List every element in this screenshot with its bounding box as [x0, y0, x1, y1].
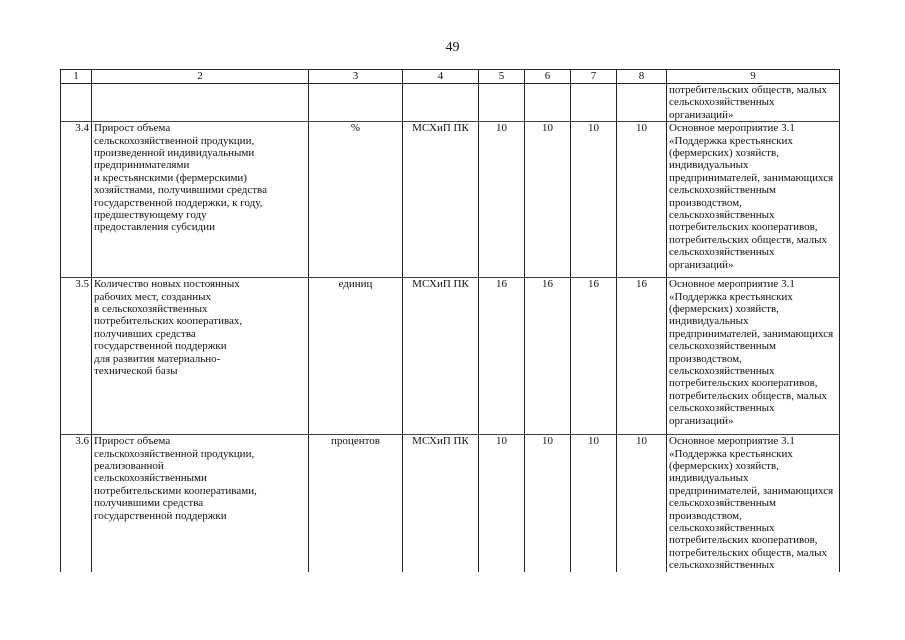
cell-measure: Основное мероприятие 3.1 «Поддержка крестьянских (фермерских) хозяйств, индивидуальных предпринимателей, занимающихся сельскохозяйственным производством, сельскохозяйственных потребительских кооперативов, потребительских обществ, малых сельскохозяйственных организаций»	[667, 122, 840, 278]
cell-value: 10	[525, 122, 571, 278]
cell-measure: Основное мероприятие 3.1 «Поддержка крестьянских (фермерских) хозяйств, индивидуальных предпринимателей, занимающихся сельскохозяйственным производством, сельскохозяйственных потребительских кооперативов, потребительских обществ, малых сельскохозяйственных организаций»	[667, 278, 840, 435]
header-cell: 1	[61, 70, 92, 84]
cell-number: 3.4	[61, 122, 92, 278]
table-row	[61, 278, 840, 435]
cell-unit: %	[309, 122, 403, 278]
table-row	[61, 435, 840, 572]
cell-number: 3.5	[61, 278, 92, 435]
indicators-table	[60, 69, 840, 572]
header-row	[61, 70, 840, 84]
cell-value: 10	[479, 435, 525, 572]
header-cell: 6	[525, 70, 571, 84]
page-number: 49	[445, 40, 460, 55]
cell-responsible: МСХиП ПК	[403, 278, 479, 435]
cell-unit: единиц	[309, 278, 403, 435]
cell-value: 16	[617, 278, 667, 435]
header-cell: 7	[571, 70, 617, 84]
cell-measure: потребительских обществ, малых сельскохозяйственных организаций»	[667, 84, 840, 122]
cell-indicator: Прирост объема сельскохозяйственной продукции, реализованной сельскохозяйственными потребительскими кооперативами, получившими средства государственной поддержки	[92, 435, 309, 572]
cell-indicator: Количество новых постоянных рабочих мест, созданных в сельскохозяйственных потребительских кооперативах, получивших средства государственной поддержки для развития материально- технической базы	[92, 278, 309, 435]
cell-value: 10	[525, 435, 571, 572]
header-cell: 5	[479, 70, 525, 84]
continuation-row	[61, 84, 840, 122]
header-cell: 4	[403, 70, 479, 84]
cell-indicator: Прирост объема сельскохозяйственной продукции, произведенной индивидуальными предпринимателями и крестьянскими (фермерскими) хозяйствами, получившими средства государственной поддержки, к году, предшествующему году предоставления субсидии	[92, 122, 309, 278]
table-row	[61, 122, 840, 278]
header-cell: 3	[309, 70, 403, 84]
cell-value: 10	[479, 122, 525, 278]
header-cell: 2	[92, 70, 309, 84]
cell-number: 3.6	[61, 435, 92, 572]
cell-responsible: МСХиП ПК	[403, 122, 479, 278]
cell-responsible: МСХиП ПК	[403, 435, 479, 572]
cell-value: 16	[479, 278, 525, 435]
cell-value: 10	[617, 122, 667, 278]
cell-value: 10	[571, 122, 617, 278]
cell-value: 16	[571, 278, 617, 435]
cell-value: 10	[571, 435, 617, 572]
cell-value: 16	[525, 278, 571, 435]
header-cell: 9	[667, 70, 840, 84]
header-cell: 8	[617, 70, 667, 84]
cell-unit: процентов	[309, 435, 403, 572]
cell-measure: Основное мероприятие 3.1 «Поддержка крестьянских (фермерских) хозяйств, индивидуальных предпринимателей, занимающихся сельскохозяйственным производством, сельскохозяйственных потребительских кооперативов, потребительских обществ, малых сельскохозяйственных	[667, 435, 840, 572]
cell-value: 10	[617, 435, 667, 572]
